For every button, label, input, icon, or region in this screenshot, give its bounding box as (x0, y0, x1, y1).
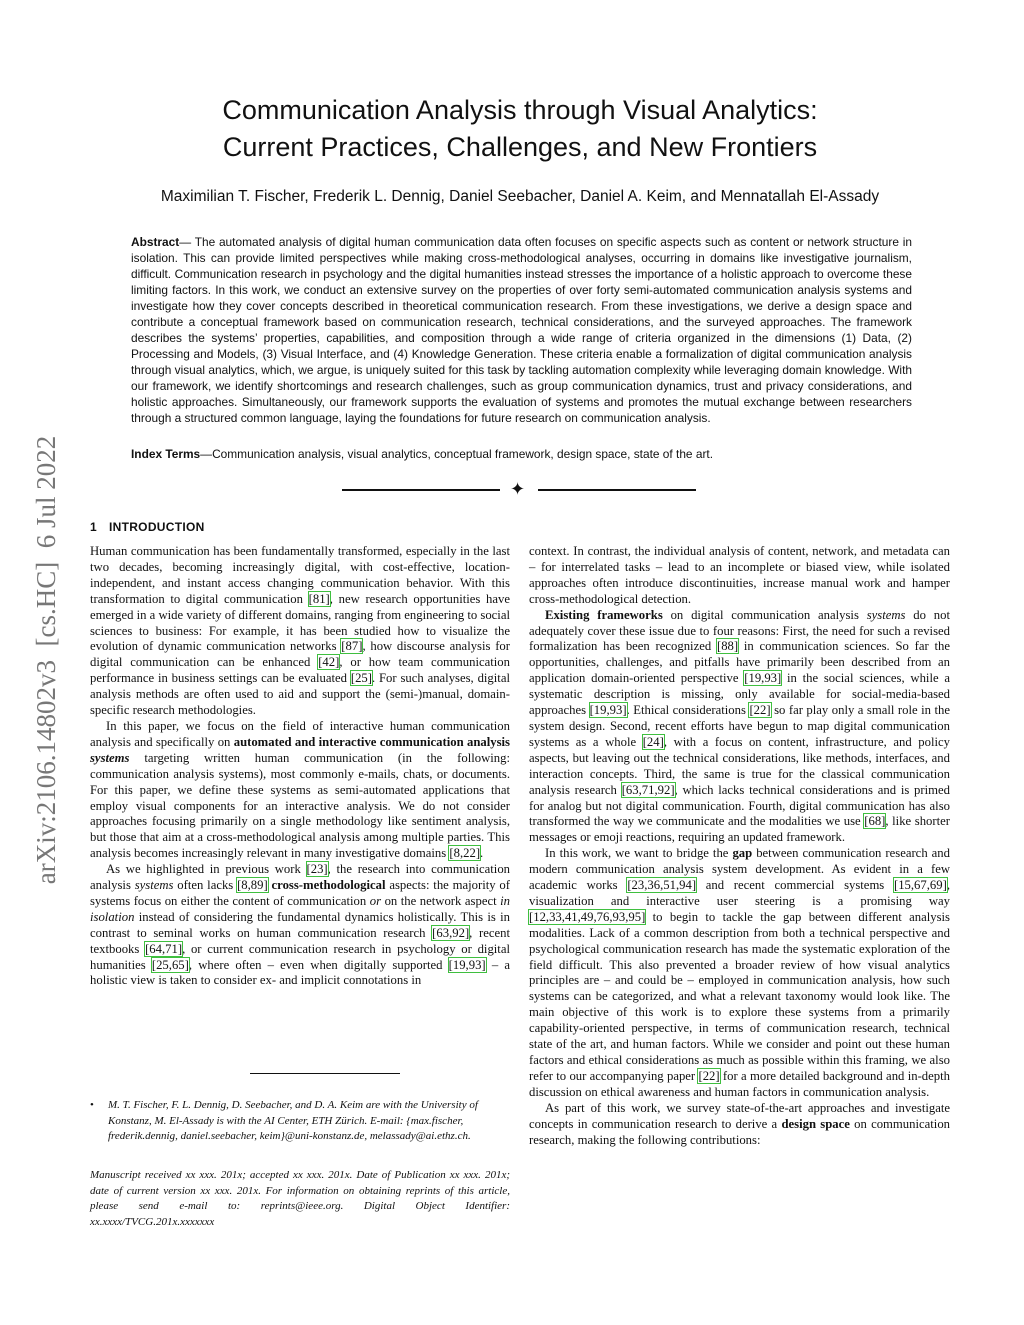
divider-star-icon: ✦ (510, 479, 526, 499)
section-heading (90, 520, 205, 534)
citation-link[interactable]: [68] (864, 814, 886, 829)
abstract-label: Abstract (131, 235, 180, 249)
paragraph: context. In contrast, the individual analysis of content, network, and metadata can – for interrelated tasks – lead to an incomplete or biased view, while isolated approaches often introduce discontinuities, increase manual work and hamper cross-methodological detection. (529, 544, 950, 606)
abstract (131, 234, 912, 426)
citation-link[interactable]: [19,93] (589, 703, 627, 718)
divider-line-right (538, 489, 696, 491)
citation-link[interactable]: [12,33,41,49,76,93,95] (529, 909, 646, 924)
citation-link[interactable]: [22] (749, 703, 771, 718)
author-affiliation-footnote (90, 1098, 510, 1145)
citation-link[interactable]: [63,71,92] (621, 782, 675, 797)
index-terms-label: Index Terms (131, 447, 201, 461)
citation-link[interactable]: [25,65] (151, 957, 189, 972)
arxiv-stamp (10, 370, 70, 950)
abstract-text: — The automated analysis of digital human communication data often focuses on specific aspects such as content or network structure in isolation. This can provide limited perspectives while making cross-methodological analyses, occurring in domains like investigative journalism, difficult. Communication research in psychology and the digital humanities instead stresses the importance of a holistic approach to overcome these limiting factors. In this work, we conduct an extensive survey on the properties of over forty semi-automated communication analysis systems and investigate how they cover concepts described in theoretical communication research. From these investigations, we derive a design space and contribute a conceptual framework based on communication research, technical considerations, and the surveyed approaches. The framework describes the systems’ properties, capabilities, and composition through a wide range of criteria organized in the dimensions (1) Data, (2) Processing and Models, (3) Visual Interface, and (4) Knowledge Generation. These criteria enable a formalization of digital communication analysis through visual analytics, which, we argue, is uniquely suited for this task by tackling automation complexity while leveraging domain knowledge. With our framework, we identify shortcomings and research challenges, such as group communication dynamics, trust and privacy considerations, and holistic approaches. Simultaneously, our framework supports the evaluation of systems and promotes the mutual exchange between researchers through a structured common language, laying the foundations for future research on communication analysis. (131, 235, 912, 425)
section-title: INTRODUCTION (108, 520, 205, 534)
citation-link[interactable]: [23,36,51,94] (627, 878, 697, 893)
footnote-text: M. T. Fischer, F. L. Dennig, D. Seebacher, and D. A. Keim are with the University of Konstanz, M. El-Assady is with the AI Center, ETH Zürich. E-mail: {max.fischer, frederik.dennig, daniel.seebacher, keim}@uni-konstanz.de, melassady@ai.ethz.ch. (108, 1099, 478, 1142)
paragraph: As we highlighted in previous work [23], the research into communication analysis systems often lacks [8,89] cross-methodological aspects: the majority of systems focus on either the content of communication or on the network aspect in isolation instead of considering the fundamental dynamics holistically. This is in contrast to seminal works on human communication research [63,92], recent textbooks [64,71], or current communication research in psychology or digital humanities [25,65], where often – even when digitally supported [19,93] – a holistic view is taken to consider ex- and implicit connotations in (90, 862, 511, 988)
citation-link[interactable]: [8,22] (449, 846, 481, 861)
citation-link[interactable]: [81] (308, 591, 330, 606)
index-terms-text: —Communication analysis, visual analytics, conceptual framework, design space, state of the art. (200, 447, 714, 461)
paper-title (130, 92, 910, 166)
paragraph: In this work, we want to bridge the gap between communication research and modern communication analysis system development. As evident in a few academic works [23,36,51,94] and recent commercial systems [15,67,69], visualization and interactive user steering is a promising way [12,33,41,49,76,93,95] to begin to tackle the gap between different analysis modalities. Lack of a common description from both a technical perspective and psychological communication research has made the systematic exploration of the field difficult. This also prevented a broader review of how visual analytics principles are – and could be – employed in communication analysis, how such systems can be categorized, and what a relevant taxonomy would look like. The main objective of this work is to explore these systems from a primarily capability-oriented perspective, in terms of communication research, technical state of the art, and human factors. While we consider and point out these human factors and ethical considerations as much as possible within this framing, we also refer to our accompanying paper [22] for a more detailed background and in-depth discussion on ethical awareness and human factors in communication analysis. (529, 846, 950, 1099)
section-number: 1 (90, 520, 97, 534)
author-list: Maximilian T. Fischer, Frederik L. Dennig, Daniel Seebacher, Daniel A. Keim, and Mennatallah El-Assady (160, 188, 880, 205)
section-divider (340, 480, 700, 500)
citation-link[interactable]: [24] (642, 734, 664, 749)
right-column (529, 544, 950, 1148)
title-line-1: Communication Analysis through Visual Analytics: (222, 95, 818, 125)
citation-link[interactable]: [22] (698, 1068, 720, 1083)
left-column (90, 544, 510, 989)
arxiv-id: arXiv:2106.14802v3 [cs.HC] 6 Jul 2022 (31, 435, 61, 885)
paragraph: In this paper, we focus on the field of interactive human communication analysis and specifically on automated and interactive communication analysis systems targeting written human communication (in the following: communication analysis systems), most commonly e-mails, chats, or documents. For this paper, we define these systems as semi-automated applications that employ visual components for an interactive analysis. We do not consider approaches focusing primarily on a single methodology like sentiment analysis, but those that aim at a cross-methodological analysis among multiple parties. This analysis becomes increasingly relevant in many investigative domains [8,22]. (90, 718, 510, 861)
citation-link[interactable]: [19,93] (448, 957, 486, 972)
citation-link[interactable]: [23] (306, 862, 328, 877)
citation-link[interactable]: [19,93] (744, 671, 782, 686)
title-line-2: Current Practices, Challenges, and New Frontiers (222, 132, 818, 162)
citation-link[interactable]: [25] (350, 671, 372, 686)
citation-link[interactable]: [15,67,69] (893, 878, 947, 893)
index-terms (131, 446, 912, 462)
citation-link[interactable]: [64,71] (145, 941, 183, 956)
divider-line-left (342, 489, 500, 491)
citation-link[interactable]: [63,92] (432, 925, 470, 940)
footnote-rule (250, 1073, 400, 1074)
citation-link[interactable]: [87] (341, 639, 363, 654)
citation-link[interactable]: [88] (716, 639, 739, 654)
paragraph: Existing frameworks on digital communication analysis systems do not adequately cover these issue due to four reasons: First, the need for such a revised formalization has been recognized [88] in communication sciences. So far the opportunities, challenges, and pitfalls have primarily been described from an application domain-oriented perspective [19,93] in the social sciences, while a systematic description is missing, only available for social-media-based approaches [19,93]. Ethical considerations [22] so far play only a small role in the system design. Second, recent efforts have begun to map digital communication systems as a whole [24], with a focus on content, infrastructure, and policy aspects, but leaving out the technical considerations, like methods, interfaces, and interaction concepts. Third, the same is true for the classical communication analysis research [63,71,92], which lacks technical considerations and is primed for analog but not digital communication. Fourth, digital communication has also transformed the way we communicate and the modalities we use [68], like shorter messages or emoji reactions, requiring an updated framework. (529, 607, 951, 845)
paragraph: Human communication has been fundamentally transformed, especially in the last two decades, becoming increasingly digital, with cost-effective, location-independent, and instant access changing communication behavior. With this transformation to digital communication [81], new research opportunities have emerged in a wide variety of different domains, ranging from engineering to social sciences to business: For example, it has been studied how to visualize the evolution of dynamic communication networks [87], how discourse analysis for digital communication can be enhanced [42], or how team communication performance in business settings can be evaluated [25]. For such analyses, digital analysis methods are often used to aid and support the (semi-)manual, domain-specific research methodologies. (90, 544, 510, 718)
paragraph: As part of this work, we survey state-of-the-art approaches and investigate concepts in communication research to derive a design space on communication research, making the following contributions: (529, 1100, 951, 1147)
bullet-icon: • (90, 1099, 94, 1111)
manuscript-note: Manuscript received xx xxx. 201x; accepted xx xxx. 201x. Date of Publication xx xxx. 201x; date of current version xx xxx. 201x. For information on obtaining reprints of this article, please send e-mail to: reprints@ieee.org. Digital Object Identifier: xx.xxxx/TVCG.201x.xxxxxxx (90, 1169, 510, 1228)
citation-link[interactable]: [8,89] (237, 878, 268, 893)
citation-link[interactable]: [42] (318, 655, 340, 670)
